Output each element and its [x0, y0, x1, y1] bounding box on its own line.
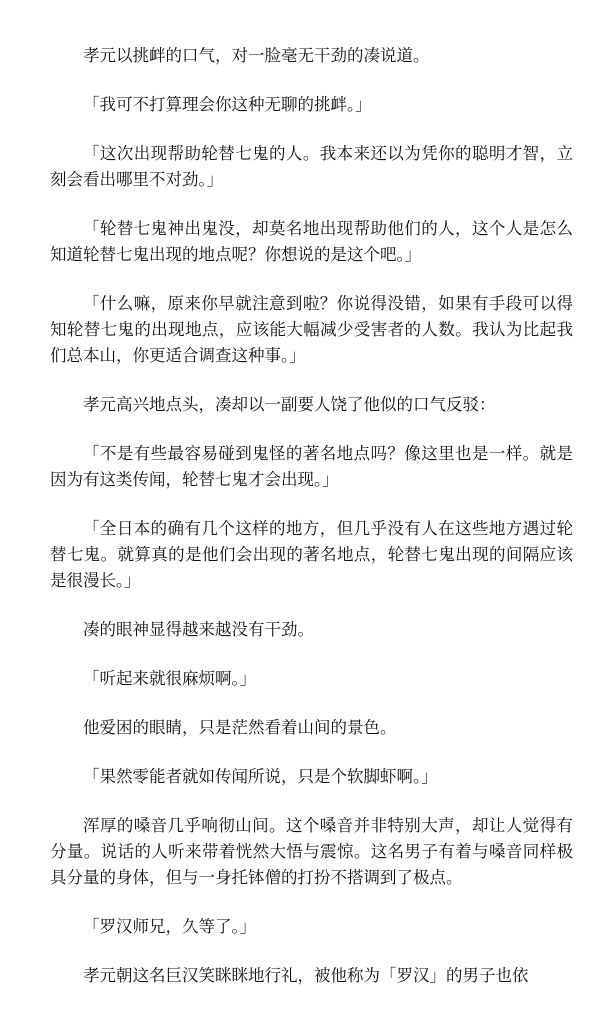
paragraph-14: 「罗汉师兄，久等了。」 — [83, 917, 257, 936]
paragraph-5: 「什么嘛，原来你早就注意到啦？你说得没错，如果有手段可以得知轮替七鬼的出现地点，应该能大幅减少受害者的人数。我认为比起我们总本山，你更适合调查这种事。」 — [50, 294, 573, 365]
paragraph-15: 孝元朝这名巨汉笑眯眯地行礼，被他称为「罗汉」的男子也依 — [83, 966, 529, 985]
paragraph-9: 凑的眼神显得越来越没有干劲。 — [83, 620, 314, 639]
paragraph-6: 孝元高兴地点头，凑却以一副要人饶了他似的口气反驳： — [83, 395, 496, 414]
paragraph-1: 孝元以挑衅的口气，对一脸毫无干劲的凑说道。 — [83, 46, 430, 65]
paragraph-3: 「这次出现帮助轮替七鬼的人。我本来还以为凭你的聪明才智，立刻会看出哪里不对劲。」 — [50, 144, 573, 189]
paragraph-4: 「轮替七鬼神出鬼没，却莫名地出现帮助他们的人，这个人是怎么知道轮替七鬼出现的地点呢？你想说的是这个吧。」 — [50, 219, 573, 264]
paragraph-2: 「我可不打算理会你这种无聊的挑衅。」 — [83, 95, 372, 114]
paragraph-8: 「全日本的确有几个这样的地方，但几乎没有人在这些地方遇过轮替七鬼。就算真的是他们会出现的著名地点，轮替七鬼出现的间隔应该是很漫长。」 — [50, 519, 573, 590]
paragraph-10: 「听起来就很麻烦啊。」 — [83, 669, 257, 688]
document-page — [50, 43, 573, 1012]
paragraph-7: 「不是有些最容易碰到鬼怪的著名地点吗？像这里也是一样。就是因为有这类传闻，轮替七鬼才会出现。」 — [50, 444, 573, 489]
paragraph-12: 「果然零能者就如传闻所说，只是个软脚虾啊。」 — [83, 767, 438, 786]
paragraph-11: 他爱困的眼睛，只是茫然看着山间的景色。 — [83, 718, 397, 737]
paragraph-13: 浑厚的嗓音几乎响彻山间。这个嗓音并非特别大声，却让人觉得有分量。说话的人听来带着恍然大悟与震惊。这名男子有着与嗓音同样极具分量的身体，但与一身托钵僧的打扮不搭调到了极点。 — [50, 816, 573, 887]
